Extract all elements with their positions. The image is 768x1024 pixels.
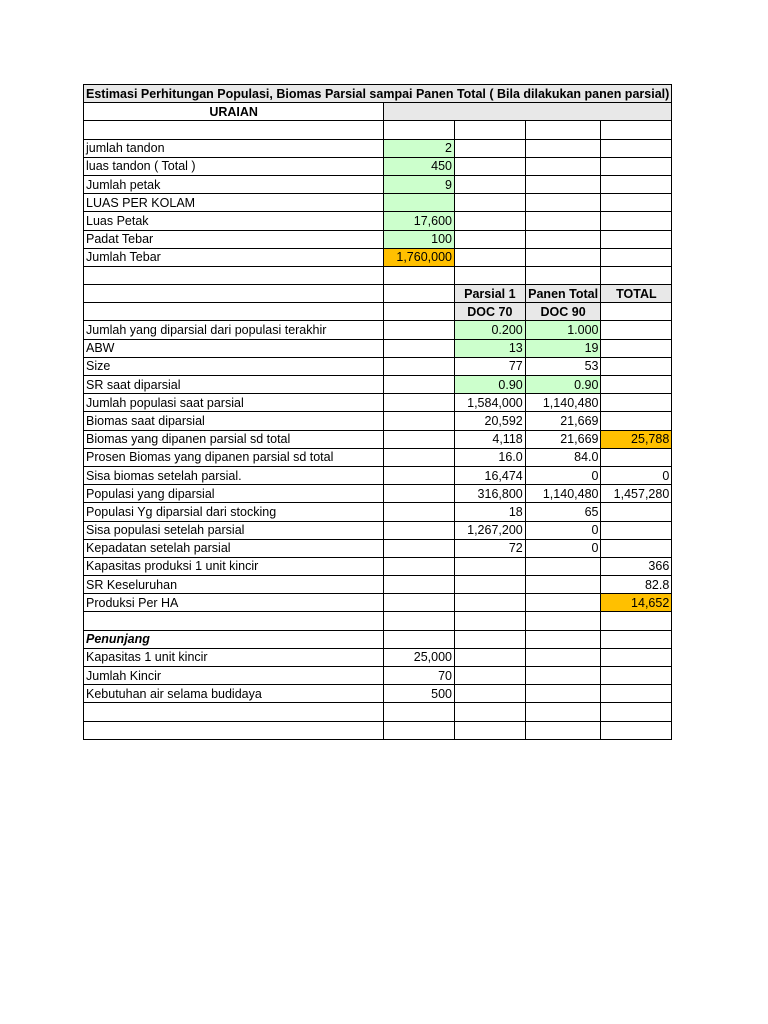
total-value[interactable]: 82.8 xyxy=(601,576,672,594)
cell[interactable] xyxy=(454,630,525,648)
total-value[interactable] xyxy=(601,412,672,430)
cell[interactable] xyxy=(384,412,455,430)
title-row xyxy=(84,85,672,103)
cell[interactable] xyxy=(601,667,672,685)
total-value[interactable] xyxy=(601,321,672,339)
panen-total-value[interactable]: 19 xyxy=(525,339,601,357)
cell[interactable] xyxy=(525,139,601,157)
input-row xyxy=(84,175,672,193)
cell[interactable] xyxy=(601,194,672,212)
cell[interactable] xyxy=(601,648,672,666)
calc-row xyxy=(84,466,672,484)
cell[interactable] xyxy=(384,630,455,648)
panen-total-value[interactable]: 0 xyxy=(525,521,601,539)
cell[interactable] xyxy=(601,612,672,630)
cell[interactable] xyxy=(601,630,672,648)
panen-total-value[interactable]: 0.90 xyxy=(525,376,601,394)
cell[interactable] xyxy=(601,721,672,739)
cell[interactable] xyxy=(601,175,672,193)
row-label[interactable]: Biomas yang dipanen parsial sd total xyxy=(84,430,384,448)
calc-row xyxy=(84,539,672,557)
calc-row xyxy=(84,376,672,394)
panen-total-value[interactable]: 0 xyxy=(525,539,601,557)
parsial-value[interactable]: 16,474 xyxy=(454,466,525,484)
cell[interactable] xyxy=(601,685,672,703)
cell[interactable] xyxy=(454,721,525,739)
row-label[interactable]: Jumlah petak xyxy=(84,175,384,193)
parsial-value[interactable]: 16.0 xyxy=(454,448,525,466)
input-row xyxy=(84,230,672,248)
parsial-value[interactable]: 77 xyxy=(454,357,525,375)
cell[interactable] xyxy=(384,612,455,630)
support-title-row xyxy=(84,630,672,648)
cell[interactable] xyxy=(525,630,601,648)
row-label[interactable]: Populasi yang diparsial xyxy=(84,485,384,503)
row-label[interactable]: Kapasitas produksi 1 unit kincir xyxy=(84,557,384,575)
value-cell[interactable]: 1,760,000 xyxy=(384,248,455,266)
col-header-panen-total[interactable]: Panen Total xyxy=(525,285,601,303)
cell[interactable] xyxy=(525,266,601,284)
value-cell[interactable]: 9 xyxy=(384,175,455,193)
support-row xyxy=(84,685,672,703)
cell[interactable] xyxy=(384,466,455,484)
row-label[interactable]: Jumlah yang diparsial dari populasi terakhir xyxy=(84,321,384,339)
parsial-value[interactable]: 316,800 xyxy=(454,485,525,503)
input-row xyxy=(84,157,672,175)
col-header-total[interactable]: TOTAL xyxy=(601,285,672,303)
sheet-title[interactable]: Estimasi Perhitungan Populasi, Biomas Parsial sampai Panen Total ( Bila dilakukan panen parsial) xyxy=(84,85,672,103)
cell[interactable] xyxy=(384,285,455,303)
cell[interactable] xyxy=(384,448,455,466)
cell[interactable] xyxy=(601,266,672,284)
cell[interactable] xyxy=(454,212,525,230)
panen-total-value[interactable]: 21,669 xyxy=(525,412,601,430)
cell[interactable] xyxy=(525,230,601,248)
cell[interactable] xyxy=(601,303,672,321)
total-value[interactable] xyxy=(601,448,672,466)
cell[interactable] xyxy=(384,339,455,357)
panen-total-value[interactable]: 21,669 xyxy=(525,430,601,448)
cell[interactable] xyxy=(525,612,601,630)
support-row xyxy=(84,667,672,685)
calc-row xyxy=(84,339,672,357)
blank-row xyxy=(84,266,672,284)
cell[interactable] xyxy=(454,667,525,685)
calc-row xyxy=(84,394,672,412)
panen-total-value[interactable] xyxy=(525,594,601,612)
input-row xyxy=(84,248,672,266)
cell[interactable] xyxy=(601,230,672,248)
parsial-value[interactable]: 1,584,000 xyxy=(454,394,525,412)
value-cell[interactable]: 70 xyxy=(384,667,455,685)
cell[interactable] xyxy=(525,703,601,721)
cell[interactable] xyxy=(601,139,672,157)
total-value[interactable]: 1,457,280 xyxy=(601,485,672,503)
uraian-header[interactable]: URAIAN xyxy=(84,103,384,121)
cell[interactable] xyxy=(454,703,525,721)
total-value[interactable]: 25,788 xyxy=(601,430,672,448)
cell[interactable] xyxy=(454,194,525,212)
col-header-parsial[interactable]: Parsial 1 xyxy=(454,285,525,303)
row-label[interactable]: jumlah tandon xyxy=(84,139,384,157)
row-label[interactable]: Prosen Biomas yang dipanen parsial sd total xyxy=(84,448,384,466)
cell[interactable] xyxy=(525,685,601,703)
cell[interactable] xyxy=(84,721,384,739)
calc-row xyxy=(84,430,672,448)
row-label[interactable]: SR Keseluruhan xyxy=(84,576,384,594)
parsial-value[interactable] xyxy=(454,576,525,594)
doc-header-row xyxy=(84,303,672,321)
total-value[interactable] xyxy=(601,376,672,394)
total-value[interactable] xyxy=(601,394,672,412)
total-value[interactable] xyxy=(601,521,672,539)
cell[interactable] xyxy=(384,266,455,284)
cell[interactable] xyxy=(601,157,672,175)
parsial-value[interactable]: 1,267,200 xyxy=(454,521,525,539)
cell[interactable] xyxy=(384,485,455,503)
cell[interactable] xyxy=(384,121,455,139)
cell[interactable] xyxy=(384,357,455,375)
calc-row xyxy=(84,357,672,375)
calc-row xyxy=(84,321,672,339)
input-row xyxy=(84,212,672,230)
row-label[interactable]: Produksi Per HA xyxy=(84,594,384,612)
calc-row xyxy=(84,448,672,466)
total-value[interactable]: 0 xyxy=(601,466,672,484)
parsial-value[interactable]: 72 xyxy=(454,539,525,557)
value-cell[interactable]: 450 xyxy=(384,157,455,175)
row-label[interactable]: Padat Tebar xyxy=(84,230,384,248)
value-cell[interactable]: 2 xyxy=(384,139,455,157)
panen-total-value[interactable] xyxy=(525,557,601,575)
parsial-value[interactable]: 13 xyxy=(454,339,525,357)
blank-row xyxy=(84,121,672,139)
col-header-doc90[interactable]: DOC 90 xyxy=(525,303,601,321)
column-header-row xyxy=(84,285,672,303)
calc-row xyxy=(84,485,672,503)
header-blank[interactable] xyxy=(384,103,672,121)
cell[interactable] xyxy=(384,721,455,739)
cell[interactable] xyxy=(454,157,525,175)
row-label[interactable]: Jumlah Tebar xyxy=(84,248,384,266)
cell[interactable] xyxy=(525,175,601,193)
cell[interactable] xyxy=(84,285,384,303)
cell[interactable] xyxy=(601,121,672,139)
value-cell[interactable] xyxy=(384,194,455,212)
cell[interactable] xyxy=(454,230,525,248)
value-cell[interactable]: 500 xyxy=(384,685,455,703)
row-label[interactable]: Biomas saat diparsial xyxy=(84,412,384,430)
row-label[interactable]: Populasi Yg diparsial dari stocking xyxy=(84,503,384,521)
cell[interactable] xyxy=(384,703,455,721)
input-row xyxy=(84,139,672,157)
cell[interactable] xyxy=(384,557,455,575)
value-cell[interactable]: 25,000 xyxy=(384,648,455,666)
cell[interactable] xyxy=(601,248,672,266)
parsial-value[interactable] xyxy=(454,557,525,575)
cell[interactable] xyxy=(84,121,384,139)
value-cell[interactable]: 17,600 xyxy=(384,212,455,230)
total-value[interactable] xyxy=(601,539,672,557)
spreadsheet-table xyxy=(83,84,672,740)
panen-total-value[interactable]: 84.0 xyxy=(525,448,601,466)
cell[interactable] xyxy=(84,266,384,284)
row-label[interactable]: SR saat diparsial xyxy=(84,376,384,394)
calc-row xyxy=(84,557,672,575)
support-title[interactable]: Penunjang xyxy=(84,630,384,648)
total-value[interactable] xyxy=(601,339,672,357)
header-row xyxy=(84,103,672,121)
cell[interactable] xyxy=(454,266,525,284)
cell[interactable] xyxy=(384,539,455,557)
cell[interactable] xyxy=(384,594,455,612)
cell[interactable] xyxy=(384,303,455,321)
input-row xyxy=(84,194,672,212)
row-label[interactable]: Kebutuhan air selama budidaya xyxy=(84,685,384,703)
cell[interactable] xyxy=(525,212,601,230)
parsial-value[interactable]: 18 xyxy=(454,503,525,521)
cell[interactable] xyxy=(525,721,601,739)
cell[interactable] xyxy=(601,212,672,230)
calc-row xyxy=(84,503,672,521)
cell[interactable] xyxy=(454,121,525,139)
cell[interactable] xyxy=(384,376,455,394)
parsial-value[interactable] xyxy=(454,594,525,612)
cell[interactable] xyxy=(454,175,525,193)
parsial-value[interactable]: 4,118 xyxy=(454,430,525,448)
support-row xyxy=(84,648,672,666)
cell[interactable] xyxy=(525,157,601,175)
panen-total-value[interactable]: 0 xyxy=(525,466,601,484)
cell[interactable] xyxy=(454,139,525,157)
total-value[interactable] xyxy=(601,357,672,375)
cell[interactable] xyxy=(454,648,525,666)
calc-row xyxy=(84,594,672,612)
panen-total-value[interactable] xyxy=(525,576,601,594)
cell[interactable] xyxy=(384,430,455,448)
cell[interactable] xyxy=(454,685,525,703)
parsial-value[interactable]: 0.90 xyxy=(454,376,525,394)
row-label[interactable]: Kapasitas 1 unit kincir xyxy=(84,648,384,666)
cell[interactable] xyxy=(84,612,384,630)
cell[interactable] xyxy=(525,667,601,685)
cell[interactable] xyxy=(384,503,455,521)
cell[interactable] xyxy=(601,703,672,721)
blank-row xyxy=(84,612,672,630)
cell[interactable] xyxy=(525,248,601,266)
calc-row xyxy=(84,412,672,430)
parsial-value[interactable]: 20,592 xyxy=(454,412,525,430)
blank-row xyxy=(84,721,672,739)
cell[interactable] xyxy=(384,321,455,339)
cell[interactable] xyxy=(525,121,601,139)
row-label[interactable]: Kepadatan setelah parsial xyxy=(84,539,384,557)
cell[interactable] xyxy=(525,648,601,666)
total-value[interactable]: 366 xyxy=(601,557,672,575)
cell[interactable] xyxy=(84,303,384,321)
row-label[interactable]: ABW xyxy=(84,339,384,357)
panen-total-value[interactable]: 1.000 xyxy=(525,321,601,339)
row-label[interactable]: Sisa biomas setelah parsial. xyxy=(84,466,384,484)
cell[interactable] xyxy=(454,612,525,630)
row-label[interactable]: Jumlah Kincir xyxy=(84,667,384,685)
cell[interactable] xyxy=(384,521,455,539)
cell[interactable] xyxy=(84,703,384,721)
calc-row xyxy=(84,576,672,594)
panen-total-value[interactable]: 53 xyxy=(525,357,601,375)
total-value[interactable] xyxy=(601,503,672,521)
blank-row xyxy=(84,703,672,721)
total-value[interactable]: 14,652 xyxy=(601,594,672,612)
row-label[interactable]: LUAS PER KOLAM xyxy=(84,194,384,212)
calc-row xyxy=(84,521,672,539)
row-label[interactable]: Size xyxy=(84,357,384,375)
row-label[interactable]: Sisa populasi setelah parsial xyxy=(84,521,384,539)
panen-total-value[interactable]: 1,140,480 xyxy=(525,394,601,412)
value-cell[interactable]: 100 xyxy=(384,230,455,248)
cell[interactable] xyxy=(525,194,601,212)
cell[interactable] xyxy=(454,248,525,266)
row-label[interactable]: Luas Petak xyxy=(84,212,384,230)
col-header-doc70[interactable]: DOC 70 xyxy=(454,303,525,321)
parsial-value[interactable]: 0.200 xyxy=(454,321,525,339)
panen-total-value[interactable]: 65 xyxy=(525,503,601,521)
row-label[interactable]: Jumlah populasi saat parsial xyxy=(84,394,384,412)
cell[interactable] xyxy=(384,394,455,412)
panen-total-value[interactable]: 1,140,480 xyxy=(525,485,601,503)
cell[interactable] xyxy=(384,576,455,594)
row-label[interactable]: luas tandon ( Total ) xyxy=(84,157,384,175)
